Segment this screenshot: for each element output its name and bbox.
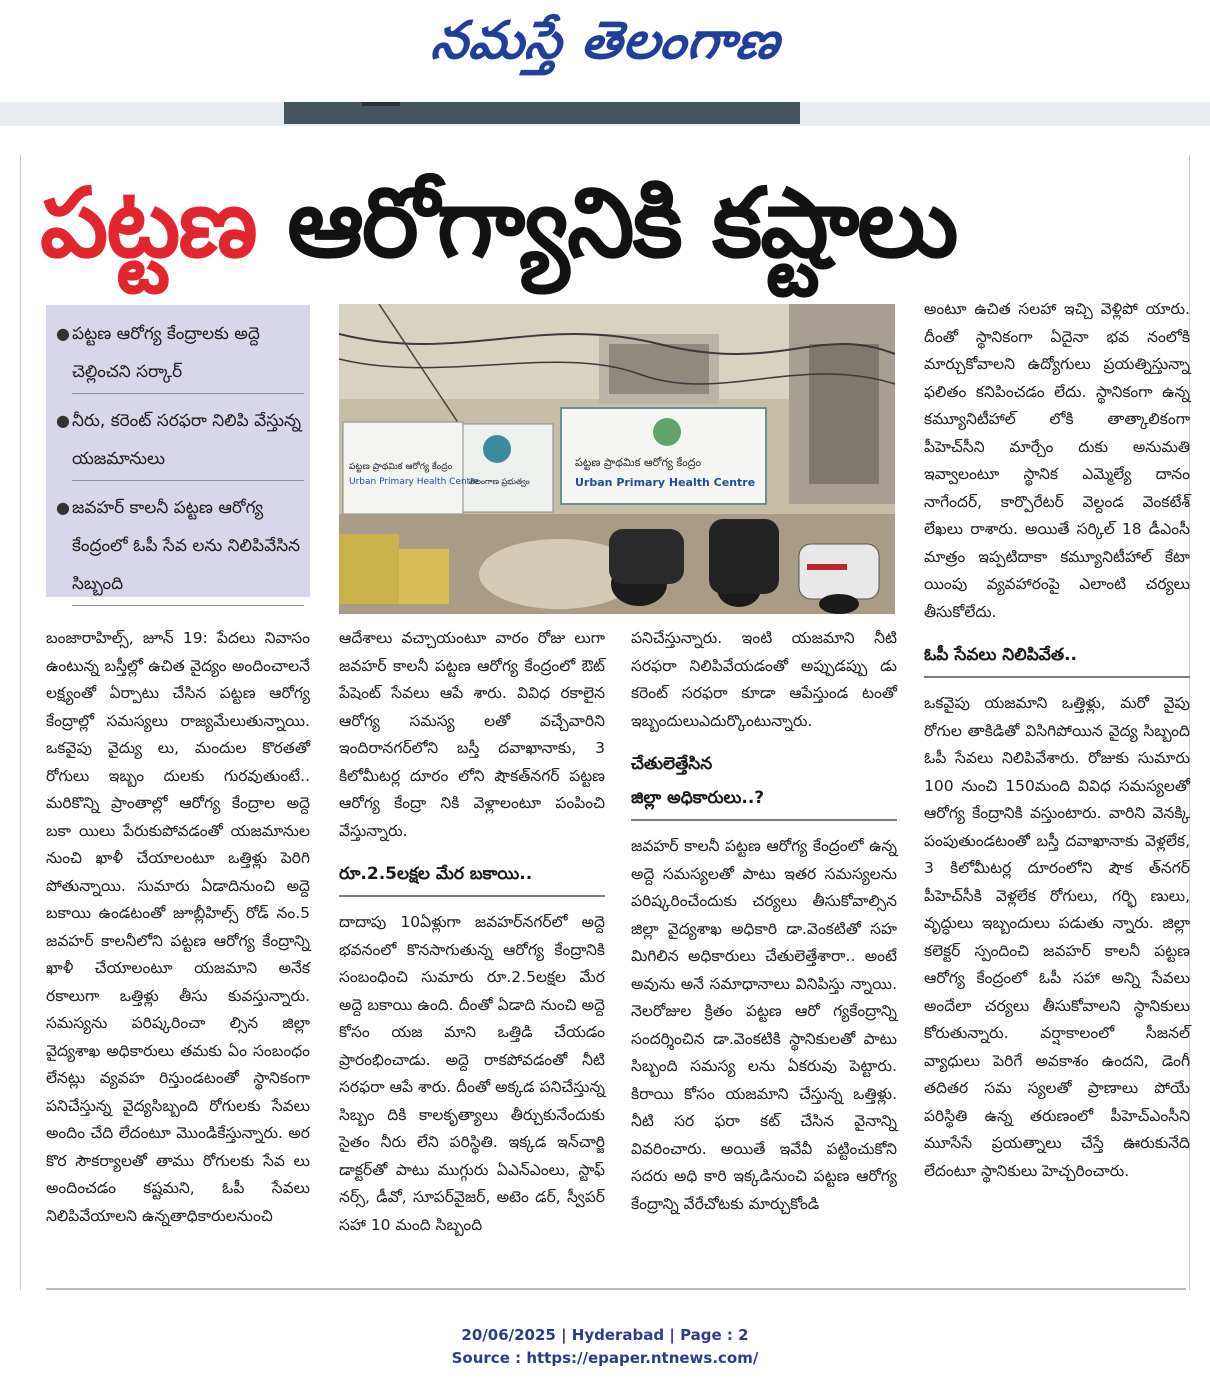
sign-right-text: పట్టణ ప్రాథమిక ఆరోగ్య కేంద్రం (575, 456, 702, 469)
health-centre-photo (339, 304, 895, 614)
highlight-item (56, 402, 304, 481)
body-paragraph: పనిచేస్తున్నారు. ఇంటి యజమాని నీటి సరఫరా నిలిపివేయడంతో అప్పుడప్పు డు కరెంట్ సరఫరా కూడా ఆపేస్తుండ టంతో ఇబ్బందులుఎదుర్కొంటున్నారు. (631, 629, 897, 730)
bullet-icon: ● (56, 498, 70, 517)
body-paragraph: అంటూ ఉచిత సలహా ఇచ్చి వెళ్లిపో యారు. దీంతో స్థానికంగా ఏదైనా భవ నంలోకి మార్చుకోవాలని ఉద్యోగులు ప్రయత్నిస్తున్నా ఫలితం కనిపించడం లేదు. స్థానికంగా ఉన్న కమ్యూనిటీహాల్ లోకి తాత్కాలికంగా పీహెచ్‌సీని మార్చేం దుకు అనుమతి ఇవ్వాలంటూ స్థానిక ఎమ్మెల్యే దానం నాగేందర్, కార్పొరేటర్ వెల్దండ వెంకటేశ్ లేఖలు రాశారు. అయితే సర్కిల్ 18 డీఎంసీ మాత్రం ఇప్పటిదాకా కమ్యూనిటీహాల్ కేటా యింపు వ్యవహారంపై ఎలాంటి చర్యలు తీసుకోలేదు. (924, 300, 1190, 621)
sign-left-en: Urban Primary Health Centre (349, 477, 480, 487)
body-paragraph: ఒకవైపు యజమాని ఒత్తిళ్లు, మరో వైపు రోగుల తాకిడితో విసిగిపోయిన వైద్య సిబ్బంది ఓపీ సేవలు నిలిపివేశారు. రోజుకు సుమారు 100 నుంచి 150మంది వివిధ సమస్యలతో ఆరోగ్య కేంద్రానికి వస్తుంటారు. వారిని వెనక్కి పంపుతుండటంతో బస్తీ దవాఖానాకు వెళ్లలేక, 3 కిలోమీటర్ల దూరంలోని షౌక త్‌నగర్ పీహెచ్‌సీకి వెళ్లలేక రోగులు, గర్భి ణులు, వృద్ధులు ఇబ్బందులు పడుతు న్నారు. జిల్లా కలెక్టర్ స్పందించి జవహర్ కాలనీ పట్టణ ఆరోగ్య కేంద్రంలో ఓపీ సహా అన్ని సేవలు అందేలా చర్యలు తీసుకోవాలని స్థానికులు కోరుతున్నారు. వర్షాకాలంలో సీజనల్ వ్యాధులు పెరిగే అవకాశం ఉందని, డెంగీ తదితర సమ స్యలతో ప్రాణాలు పోయే పరిస్థితి ఉన్న తరుణంలో పీహెచ్‌ఎంసీని మూసేసే ప్రయత్నాలు చేస్తే ఊరుకునేది లేదంటూ స్థానికులు హెచ్చరించారు. (924, 694, 1190, 1180)
subheading: జిల్లా అధికారులు..? (631, 779, 897, 821)
highlight-text: నీరు, కరెంట్ సరఫరా నిలిపి వేస్తున్న యజమానులు (72, 402, 304, 481)
highlight-text: జవహర్ కాలనీ పట్టణ ఆరోగ్య కేంద్రంలో ఓపీ సేవ లను నిలిపివేసిన సిబ్బంది (72, 489, 304, 606)
highlight-item (56, 489, 304, 606)
masthead-rule-notch (362, 102, 400, 106)
highlight-text: పట్టణ ఆరోగ్య కేంద్రాలకు అద్దె చెల్లించని సర్కార్ (72, 315, 304, 394)
headline-black-part: ఆరోగ్యానికి కష్టాలు (255, 167, 957, 279)
left-margin-line (20, 155, 21, 1290)
body-paragraph: జవహర్ కాలనీ పట్టణ ఆరోగ్య కేంద్రంలో ఉన్న అద్దె సమస్యలతో పాటు ఇతర సమస్యలను పరిష్కరించేందుకు చర్యలు తీసుకోవాల్సిన జిల్లా వైద్యశాఖ అధికారి డా.వెంకటితో సహ మిగిలిన అధికారులు చేతులెత్తేశారా.. అంటే అవును అనే సమాధానాలు వినిపిస్తు న్నాయి. నెలరోజుల క్రితం పట్టణ ఆరో గ్యకేంద్రాన్ని సందర్శించిన డా.వెంకటికి స్థానికులతో పాటు సిబ్బంది సమస్య లను ఏకరువు పెట్టారు. కిరాయి కోసం యజమాని చేస్తున్న ఒత్తిళ్లు. నీటి సర ఫరా కట్ చేసిన వైనాన్ని వివరించారు. అయితే ఇవేవీ పట్టించుకోని సదరు అధి కారి ఇక్కడినుంచి పట్టణ ఆరోగ్య కేంద్రాన్ని వేరేచోటకు మార్చుకోండి (631, 837, 897, 1213)
article-column-4 (924, 296, 1190, 1185)
newspaper-logo: నమస్తే తెలంగాణ (428, 10, 784, 71)
article-headline (40, 158, 1190, 288)
article-column-3 (631, 625, 897, 1218)
subheading: చేతులెత్తేసిన (631, 754, 713, 774)
subheading: రూ.2.5లక్షల మేర బకాయి.. (339, 855, 605, 897)
body-paragraph: ఆదేశాలు వచ్చాయంటూ వారం రోజు లుగా జవహర్ కాలనీ పట్టణ ఆరోగ్య కేంద్రంలో ఔట్ పేషెంట్ సేవలు ఆపే శారు. వివిధ రకాలైన ఆరోగ్య సమస్య లతో వచ్చేవారిని ఇందిరానగర్‌లోని బస్తీ దవాఖానాకు, 3 కిలోమీటర్ల దూరం లోని షౌకత్‌నగర్ పట్టణ ఆరోగ్య కేంద్రా నికి వెళ్లాలంటూ పంపించి వేస్తున్నారు. (339, 629, 605, 840)
highlight-item (56, 315, 304, 394)
headline-red-part: పట్టణ (40, 167, 256, 279)
footer-rule (46, 1288, 1186, 1290)
highlights-box (46, 305, 310, 597)
body-paragraph: దాదాపు 10ఏళ్లుగా జవహర్‌నగర్‌లో అద్దె భవనంలో కొనసాగుతున్న ఆరోగ్య కేంద్రానికి సంబంధించి సుమారు రూ.2.5లక్షల మేర అద్దె బకాయి ఉంది. దీంతో ఏడాది నుంచి అద్దె కోసం యజ మాని ఒత్తిడి చేయడం ప్రారంభించాడు. అద్దె రాకపోవడంతో నీటి సరఫరా ఆపే శారు. దీంతో అక్కడ పనిచేస్తున్న సిబ్బం దికి కాలకృత్యాలు తీర్చుకునేందుకు సైతం నీరు లేని పరిస్థితి. ఇక్కడ ఇన్‌చార్జి డాక్టర్‌తో పాటు ముగ్గురు ఏఎన్‌ఎంలు, స్టాఫ్ నర్స్, డీవో, సూపర్‌వైజర్, అటెం డర్, స్వీపర్ సహా 10 మంది సిబ్బంది (339, 913, 605, 1234)
sign-right-en: Urban Primary Health Centre (575, 476, 756, 489)
subheading: ఓపీ సేవలు నిలిపివేత.. (924, 636, 1190, 678)
article-column-1 (46, 625, 310, 1230)
bullet-icon: ● (56, 411, 70, 430)
masthead (0, 0, 1210, 100)
footer-dateline: 20/06/2025 | Hyderabad | Page : 2 (461, 1326, 749, 1344)
sign-left-text: పట్టణ ప్రాథమిక ఆరోగ్య కేంద్రం (349, 462, 453, 472)
article-photo (339, 304, 895, 614)
article-column-2 (339, 625, 605, 1239)
body-paragraph: బంజారాహిల్స్, జూన్ 19: పేదలు నివాసం ఉంటున్న బస్తీల్లో ఉచిత వైద్యం అందించాలనే లక్ష్యంతో ఏర్పాటు చేసిన పట్టణ ఆరోగ్య కేంద్రాల్లో సమస్యలు రాజ్యమేలుతున్నాయి. ఒకవైపు వైద్యు లు, మందుల కొరతతో రోగులు ఇబ్బం దులకు గురవుతుంటే.. మరికొన్ని ప్రాంతాల్లో ఆరోగ్య కేంద్రాల అద్దె బకా యిలు పేరుకుపోవడంతో యజమానుల నుంచి ఖాళీ చేయాలంటూ ఒత్తిళ్లు పెరిగి పోతున్నాయి. సుమారు ఏడాదినుంచి అద్దె బకాయి ఉండటంతో జూబ్లీహిల్స్ రోడ్ నం.5 జవహర్ కాలనీలోని పట్టణ ఆరోగ్య కేంద్రాన్ని ఖాళీ చేయాలంటూ యజమాని అనేక రకాలుగా ఒత్తిళ్లు తీసు కువస్తున్నారు. సమస్యను పరిష్కరించా ల్సిన జిల్లా వైద్యశాఖ అధికారులు తమకు ఏం సంబంధం లేనట్లు వ్యవహ రిస్తుండటంతో స్థానికంగా పనిచేస్తున్న వైద్యసిబ్బంది రోగులకు సేవలు అందిం చేది లేదంటూ మొండికేస్తున్నారు. అర కొర సౌకర్యాలతో తాము రోగులకు సేవ లు అందించడం కష్టమని, ఓపీ సేవలు నిలిపివేయాలని ఉన్నతాధికారులనుంచి (46, 629, 310, 1225)
footer-source: Source : https://epaper.ntnews.com/ (451, 1349, 759, 1367)
sign-mid-text: తెలంగాణ ప్రభుత్వం (469, 477, 530, 486)
bullet-icon: ● (56, 324, 70, 343)
